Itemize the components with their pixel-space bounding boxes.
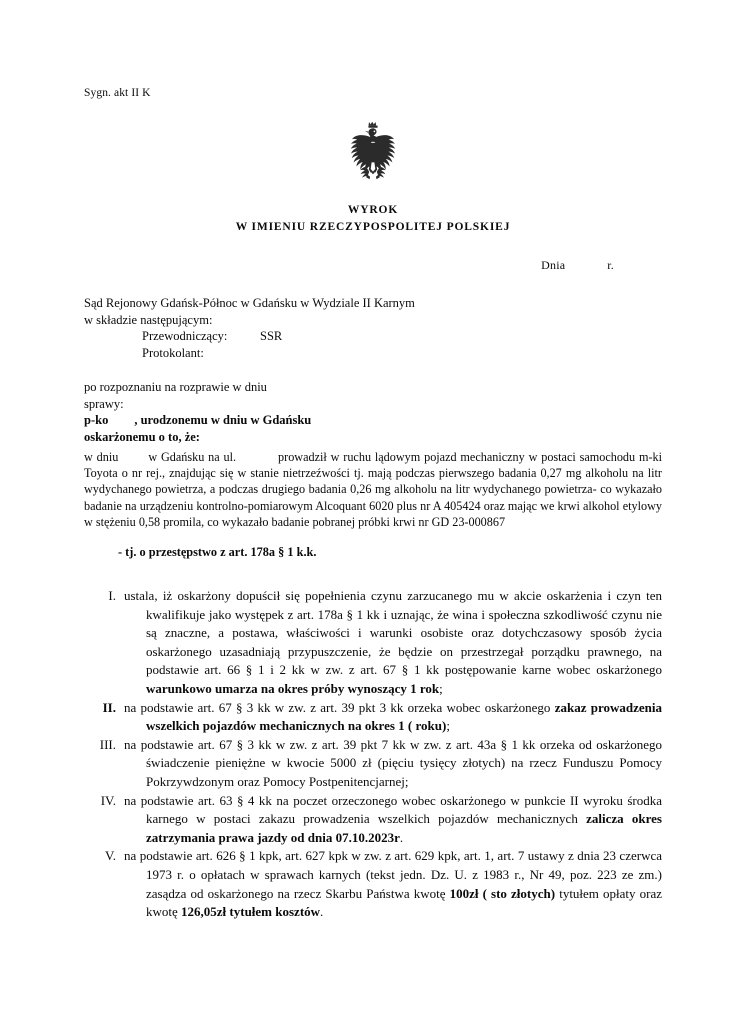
ruling-fragment: ustala, iż oskarżony dopuścił się popełnienia czynu zarzucanego mu w akcie oskarżenia i czyn ten kwalifikuje jako występek z art. 178a § 1 kk i uznając, że wina i społeczna szkodliwość czynu nie są znaczne, a postawa, właściwości i warunki osobiste oraz dotychczasowy sposób życia oskarżonego uzasadniają przypuszczenie, że będzie on przestrzegał porządku prawnego, na podstawie art. 66 § 1 i 2 kk w zw. z art. 67 § 1 kk postępowanie karne wobec oskarżonego xyxy=(124,588,662,678)
ruling-text xyxy=(124,792,662,848)
legal-qualification: - tj. o przestępstwo z art. 178a § 1 k.k. xyxy=(118,545,317,560)
ruling-fragment: na podstawie art. 626 § 1 kpk, art. 627 kpk w zw. z art. 629 kpk, art. 1, art. 7 ustawy z dnia 23 czerwca 1973 r. o opłatach w sprawach karnych (tekst jedn. Dz. U. z 1983 r., Nr 49, poz. 223 ze zm.) zasądza od oskarżonego na rzecz Skarbu Państwa kwotę xyxy=(124,848,662,901)
ruling-emphasis: warunkowo umarza na okres próby wynoszący 1 rok xyxy=(146,680,440,696)
ruling-item xyxy=(84,792,662,848)
chairman-value: SSR xyxy=(260,329,283,343)
ruling-text xyxy=(124,699,662,736)
ruling-numeral: IV. xyxy=(100,792,116,808)
ruling-fragment: na podstawie art. 67 § 3 kk w zw. z art. 39 pkt 3 kk orzeka wobec oskarżonego xyxy=(124,699,555,715)
ruling-emphasis: zakaz prowadzenia wszelkich pojazdów mechanicznych na okres 1 ( roku) xyxy=(146,699,662,734)
ruling-numeral: I. xyxy=(108,588,116,604)
title-subtitle: W IMIENIU RZECZYPOSPOLITEJ POLSKIEJ xyxy=(235,221,511,233)
ruling-numeral: III. xyxy=(99,736,116,752)
recorder-row xyxy=(84,345,662,362)
ruling-emphasis: 126,05zł tytułem kosztów xyxy=(181,904,321,920)
ruling-fragment: . xyxy=(399,829,404,845)
document-content xyxy=(84,0,662,922)
case-intro xyxy=(84,379,662,445)
ruling-list xyxy=(84,587,662,922)
ruling-item xyxy=(84,847,662,921)
ruling-item xyxy=(84,587,662,699)
ruling-fragment: . xyxy=(320,904,324,920)
charge-place: w Gdańsku na ul. xyxy=(148,450,237,464)
ruling-item xyxy=(84,736,662,792)
defendant-line xyxy=(84,412,662,429)
ruling-text xyxy=(124,736,662,792)
ruling-fragment: na podstawie art. 63 § 4 kk na poczet orzeczonego wobec oskarżonego w punkcie II wyroku środka karnego w postaci zakazu prowadzenia wszelkich pojazdów mechanicznych xyxy=(124,792,662,827)
case-label: sprawy: xyxy=(84,396,124,411)
hearing-date-line: po rozpoznaniu na rozprawie w dniu xyxy=(84,380,267,394)
date-line xyxy=(84,258,662,273)
defendant-suffix: , urodzonemu w dniu w Gdańsku xyxy=(134,413,312,427)
recorder-label: Protokolant: xyxy=(142,345,204,360)
ruling-fragment: tytułem opłaty oraz kwotę xyxy=(146,885,663,920)
accusation-label: oskarżonemu o to, że: xyxy=(84,429,200,444)
charge-paragraph xyxy=(84,449,662,530)
charge-body: prowadził w ruchu lądowym pojazd mechaniczny w postaci samochodu m-ki Toyota o nr rej., znajdując się w stanie nietrzeźwości tj. mają podczas pierwszego badania 0,27 mg alkoholu na litr wydychanego powietrza, a podczas drugiego badania 0,26 mg alkoholu na litr wydychanego powietrza- co wykazało badanie na urządzeniu kontrolno-pomiarowym Alcoquant 6020 plus nr A 405424 oraz mając we krwi alkohol etylowy w stężeniu 0,58 promila, co wykazało badanie pobranej próbki krwi nr GD 23-000867 xyxy=(84,450,662,529)
court-composition-label: w składzie następującym: xyxy=(84,312,213,327)
ruling-fragment: ; xyxy=(439,680,443,696)
ruling-emphasis: 100zł ( sto złotych) xyxy=(449,885,556,901)
ruling-fragment: ; xyxy=(446,718,450,734)
court-name: Sąd Rejonowy Gdańsk-Północ w Gdańsku w Wydziale II Karnym xyxy=(84,296,415,310)
polish-eagle-coat-of-arms-icon xyxy=(340,116,406,190)
ruling-numeral: II. xyxy=(102,699,116,715)
date-label: Dnia xyxy=(541,258,566,272)
chairman-label: Przewodniczący: xyxy=(142,329,228,343)
ruling-text xyxy=(124,587,662,699)
ruling-numeral: V. xyxy=(105,848,116,864)
court-composition xyxy=(84,295,662,361)
defendant-prefix: p-ko xyxy=(84,413,109,427)
ruling-emphasis: zalicza okres zatrzymania prawa jazdy od dnia 07.10.2023r xyxy=(146,811,662,845)
date-suffix: r. xyxy=(607,258,614,272)
ruling-fragment: na podstawie art. 67 § 3 kk w zw. z art. 39 pkt 7 kk w zw. z art. 43a § 1 kk orzeka od oskarżonego świadczenie pieniężne w kwocie 5000 zł (pięciu tysięcy złotych) na rzecz Funduszu Pomocy Pokrzywdzonym oraz Pomocy Postpenitencjarnej; xyxy=(124,736,662,789)
charge-description xyxy=(84,449,662,530)
page-title xyxy=(84,202,662,236)
title-wyrok: WYROK xyxy=(347,204,399,216)
ruling-item xyxy=(84,699,662,736)
ruling-text xyxy=(124,847,662,921)
emblem-container xyxy=(84,116,662,190)
case-signature: Sygn. akt II K xyxy=(84,87,151,99)
charge-date-prefix: w dniu xyxy=(84,450,119,464)
chairman-row xyxy=(84,328,662,345)
